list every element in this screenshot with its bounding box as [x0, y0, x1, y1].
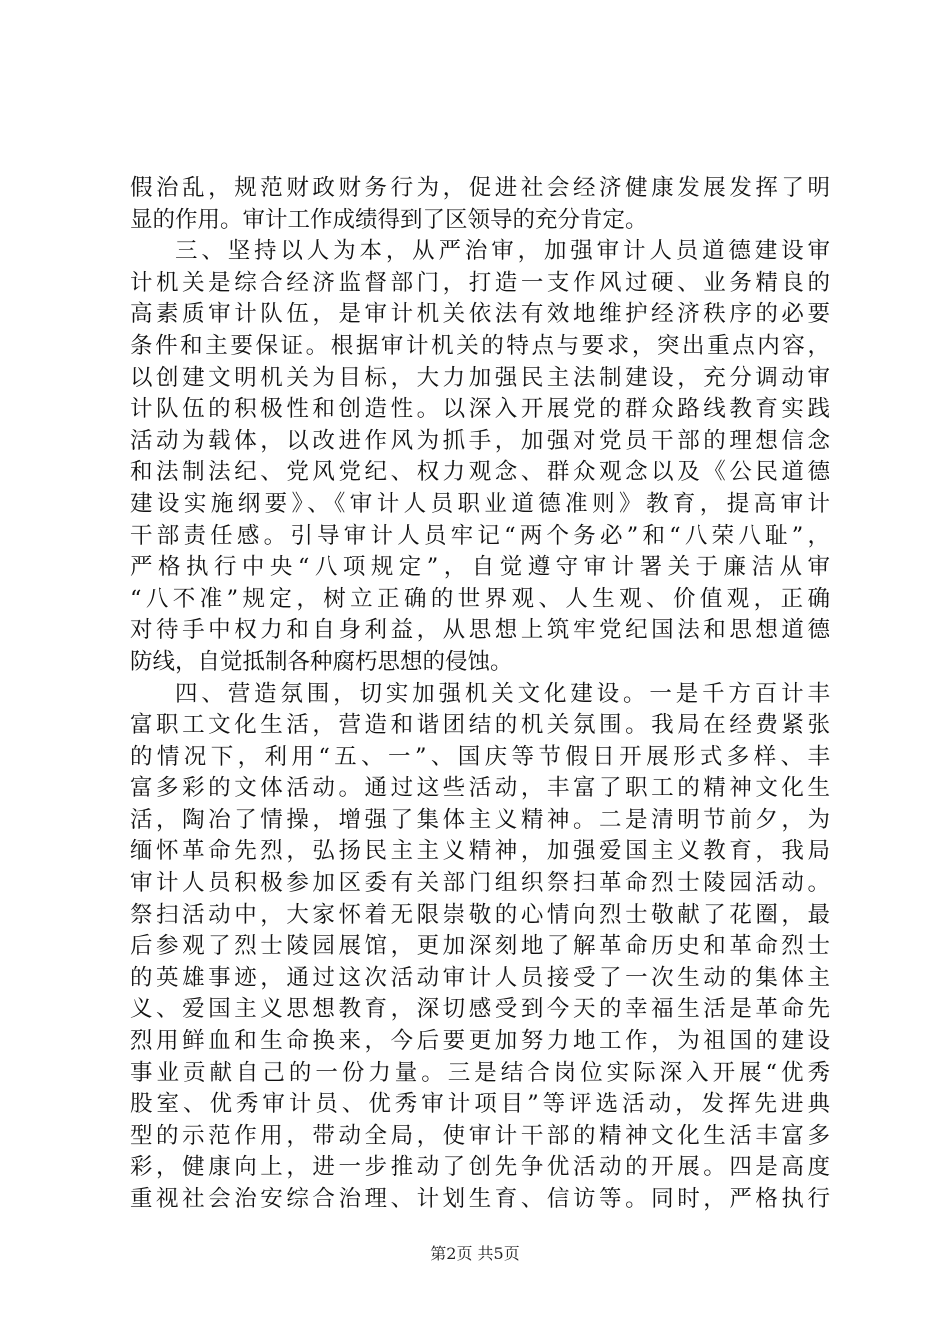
text-line: 显的作用。审计工作成绩得到了区领导的充分肯定。: [130, 206, 648, 233]
text-line: 计机关是综合经济监督部门，打造一支作风过硬、业务精良的: [130, 269, 830, 296]
text-line: 和法制法纪、党风党纪、权力观念、群众观念以及《公民道德: [130, 459, 830, 486]
text-line: “八不准”规定，树立正确的世界观、人生观、价值观，正确: [130, 585, 830, 612]
text-line: 防线，自觉抵制各种腐朽思想的侵蚀。: [130, 648, 513, 675]
text-line: 彩，健康向上，进一步推动了创先争优活动的开展。四是高度: [130, 1154, 830, 1181]
text-line: 干部责任感。引导审计人员牢记“两个务必”和“八荣八耻”，: [130, 522, 830, 549]
text-line: 严格执行中央“八项规定”，自觉遵守审计署关于廉洁从审: [130, 554, 830, 581]
text-line: 的英雄事迹，通过这次活动审计人员接受了一次生动的集体主: [130, 964, 830, 991]
text-line: 审计人员积极参加区委有关部门组织祭扫革命烈士陵园活动。: [130, 870, 830, 897]
text-line: 型的示范作用，带动全局，使审计干部的精神文化生活丰富多: [130, 1122, 830, 1149]
text-line: 事业贡献自己的一份力量。三是结合岗位实际深入开展“优秀: [130, 1059, 830, 1086]
text-line: 股室、优秀审计员、优秀审计项目”等评选活动，发挥先进典: [130, 1091, 830, 1118]
text-line: 富多彩的文体活动。通过这些活动，丰富了职工的精神文化生: [130, 775, 830, 802]
text-line: 活动为载体，以改进作风为抓手，加强对党员干部的理想信念: [130, 427, 830, 454]
text-line: 祭扫活动中，大家怀着无限崇敬的心情向烈士敬献了花圈，最: [130, 901, 830, 928]
text-line: 以创建文明机关为目标，大力加强民主法制建设，充分调动审: [130, 364, 830, 391]
text-line: 后参观了烈士陵园展馆，更加深刻地了解革命历史和革命烈士: [130, 933, 830, 960]
text-line: 高素质审计队伍，是审计机关依法有效地维护经济秩序的必要: [130, 301, 830, 328]
text-line: 计队伍的积极性和创造性。以深入开展党的群众路线教育实践: [130, 396, 830, 423]
text-line: 重视社会治安综合治理、计划生育、信访等。同时，严格执行: [130, 1186, 830, 1212]
text-line: 三、坚持以人为本，从严治审，加强审计人员道德建设审: [175, 238, 830, 265]
text-line: 的情况下，利用“五、一”、国庆等节假日开展形式多样、丰: [130, 743, 830, 770]
text-line: 对待手中权力和自身利益，从思想上筑牢党纪国法和思想道德: [130, 617, 830, 644]
page-footer: 第2页 共5页: [430, 1244, 520, 1263]
text-line: 四、营造氛围，切实加强机关文化建设。一是千方百计丰: [175, 680, 830, 707]
text-line: 活，陶冶了情操，增强了集体主义精神。二是清明节前夕，为: [130, 806, 830, 833]
text-line: 建设实施纲要》、《审计人员职业道德准则》教育，提高审计: [130, 490, 830, 517]
document-body: [130, 173, 830, 1216]
text-line: 烈用鲜血和生命换来，今后要更加努力地工作，为祖国的建设: [130, 1028, 830, 1055]
text-line: 义、爱国主义思想教育，深切感受到今天的幸福生活是革命先: [130, 996, 830, 1023]
text-line: 条件和主要保证。根据审计机关的特点与要求，突出重点内容，: [130, 332, 830, 359]
text-line: 富职工文化生活，营造和谐团结的机关氛围。我局在经费紧张: [130, 712, 830, 739]
text-line: 缅怀革命先烈，弘扬民主主义精神，加强爱国主义教育，我局: [130, 838, 830, 865]
text-line: 假治乱，规范财政财务行为，促进社会经济健康发展发挥了明: [130, 175, 830, 201]
